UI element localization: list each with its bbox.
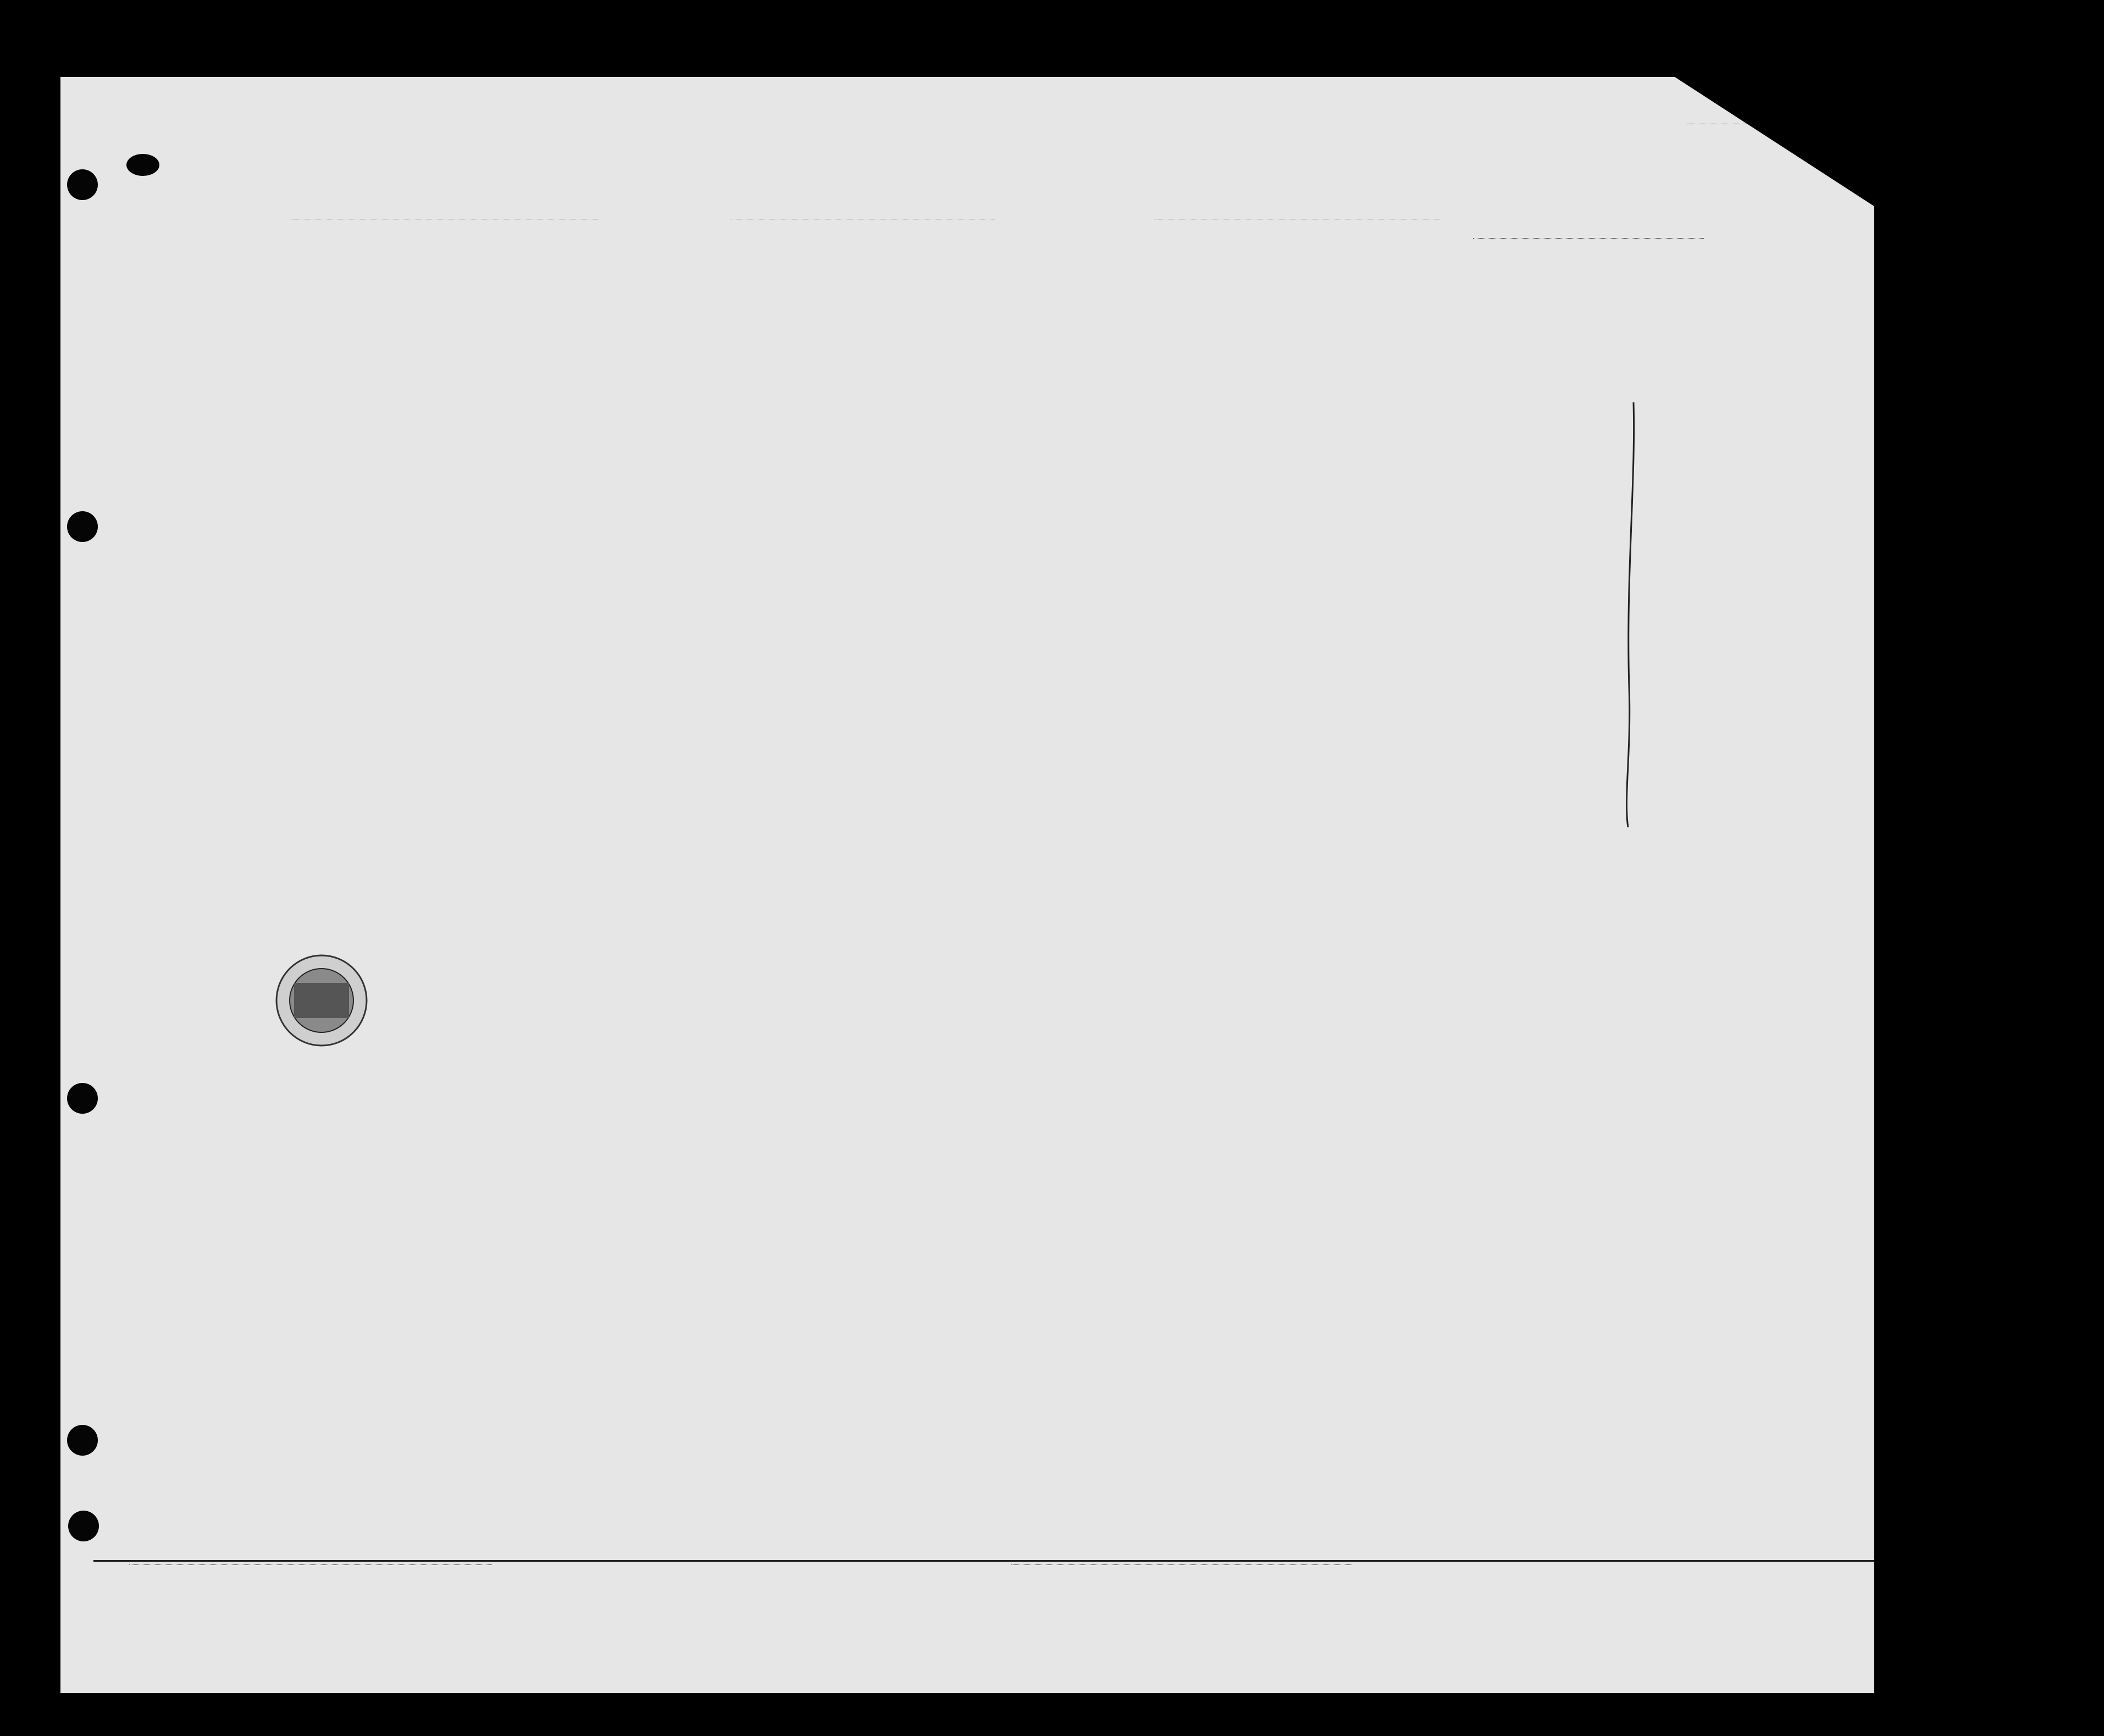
punch-hole (126, 154, 159, 176)
punch-hole (68, 1511, 99, 1541)
remarks-ditto-line (1621, 401, 1643, 830)
punch-hole (67, 1083, 98, 1114)
arriving-date (1473, 219, 1704, 239)
manifest-sheet (60, 77, 1874, 1693)
fee-stamp-seal (269, 951, 374, 1050)
consular-stamp (264, 891, 268, 902)
sheet-block (1687, 118, 1770, 127)
punch-hole (67, 169, 98, 200)
footer-agents-value (1011, 1564, 1352, 1565)
punch-hole (67, 1425, 98, 1456)
punch-hole (67, 511, 98, 542)
footer-line-value (129, 1564, 492, 1565)
